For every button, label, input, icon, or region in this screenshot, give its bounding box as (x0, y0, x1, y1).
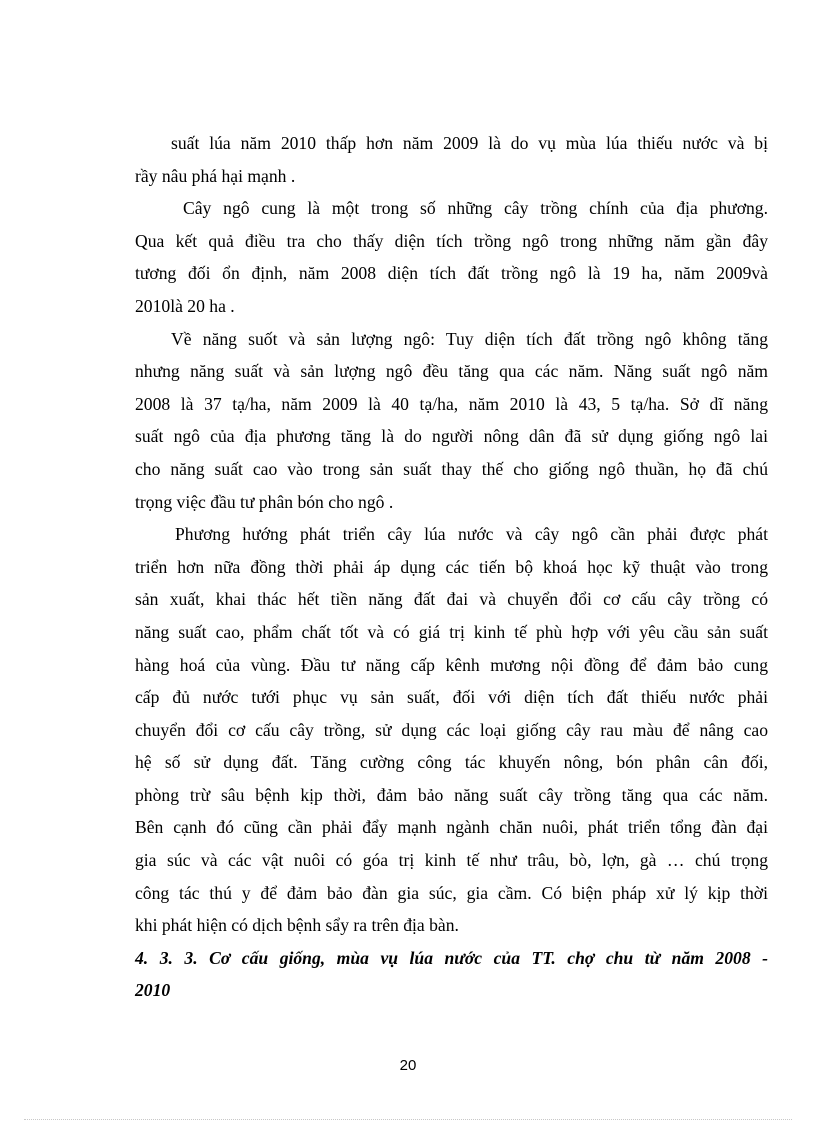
text-line: nhưng năng suất và sản lượng ngô đều tăng qua các năm. Năng suất ngô năm (135, 361, 768, 382)
text-line: triển hơn nữa đồng thời phải áp dụng các tiến bộ khoá học kỹ thuật vào trong (135, 556, 768, 577)
text-line: Bên cạnh đó cũng cần phải đẩy mạnh ngành chăn nuôi, phát triển tổng đàn đại (135, 817, 768, 838)
text-line: Cây ngô cung là một trong số những cây trồng chính của địa phương. (183, 198, 768, 219)
text-line: cho năng suất cao vào trong sản suất thay thế cho giống ngô thuần, họ đã chú (135, 458, 768, 479)
text-line: 2008 là 37 tạ/ha, năm 2009 là 40 tạ/ha, năm 2010 là 43, 5 tạ/ha. Sở dĩ năng (135, 393, 768, 414)
body-text (135, 127, 768, 1007)
text-line: trọng việc đầu tư phân bón cho ngô . (135, 491, 394, 512)
text-line: tương đối ổn định, năm 2008 diện tích đất trồng ngô là 19 ha, năm 2009và (135, 263, 768, 284)
text-line: sản xuất, khai thác hết tiền năng đất đai và chuyển đổi cơ cấu cây trồng có (135, 589, 768, 610)
text-line: công tác thú y để đảm bảo đàn gia súc, gia cầm. Có biện pháp xử lý kịp thời (135, 882, 768, 903)
text-line: rầy nâu phá hại mạnh . (135, 165, 296, 186)
section-heading-continued: 2010 (135, 980, 171, 1001)
text-line: chuyển đổi cơ cấu cây trồng, sử dụng các loại giống cây rau màu để nâng cao (135, 719, 768, 740)
text-line: gia súc và các vật nuôi có góa trị kinh tế như trâu, bò, lợn, gà … chú trọng (135, 850, 768, 871)
page-bottom-divider (24, 1119, 792, 1120)
text-line: hệ số sử dụng đất. Tăng cường công tác khuyến nông, bón phân cân đối, (135, 752, 768, 773)
text-line: cấp đủ nước tưới phục vụ sản suất, đối với diện tích đất thiếu nước phải (135, 687, 768, 708)
text-line: phòng trừ sâu bệnh kịp thời, đảm bảo năng suất cây trồng tăng qua các năm. (135, 784, 768, 805)
text-line: năng suất cao, phẩm chất tốt và có giá trị kinh tế phù hợp với yêu cầu sản suất (135, 621, 768, 642)
text-line: hàng hoá của vùng. Đầu tư năng cấp kênh mương nội đồng để đảm bảo cung (135, 654, 768, 675)
text-line: 2010là 20 ha . (135, 295, 235, 316)
text-line: Phương hướng phát triển cây lúa nước và cây ngô cần phải được phát (175, 524, 768, 545)
text-line: Về năng suốt và sản lượng ngô: Tuy diện tích đất trồng ngô không tăng (171, 328, 768, 349)
page-number: 20 (399, 1057, 417, 1074)
text-line: Qua kết quả điều tra cho thấy diện tích trồng ngô trong những năm gần đây (135, 230, 768, 251)
section-heading: 4. 3. 3. Cơ cấu giống, mùa vụ lúa nước của TT. chợ chu từ năm 2008 - (135, 947, 768, 968)
text-line: suất lúa năm 2010 thấp hơn năm 2009 là do vụ mùa lúa thiếu nước và bị (171, 133, 768, 153)
text-line: khi phát hiện có dịch bệnh sẩy ra trên địa bàn. (135, 915, 459, 936)
text-line: suất ngô của địa phương tăng là do người nông dân đã sử dụng giống ngô lai (135, 426, 768, 447)
